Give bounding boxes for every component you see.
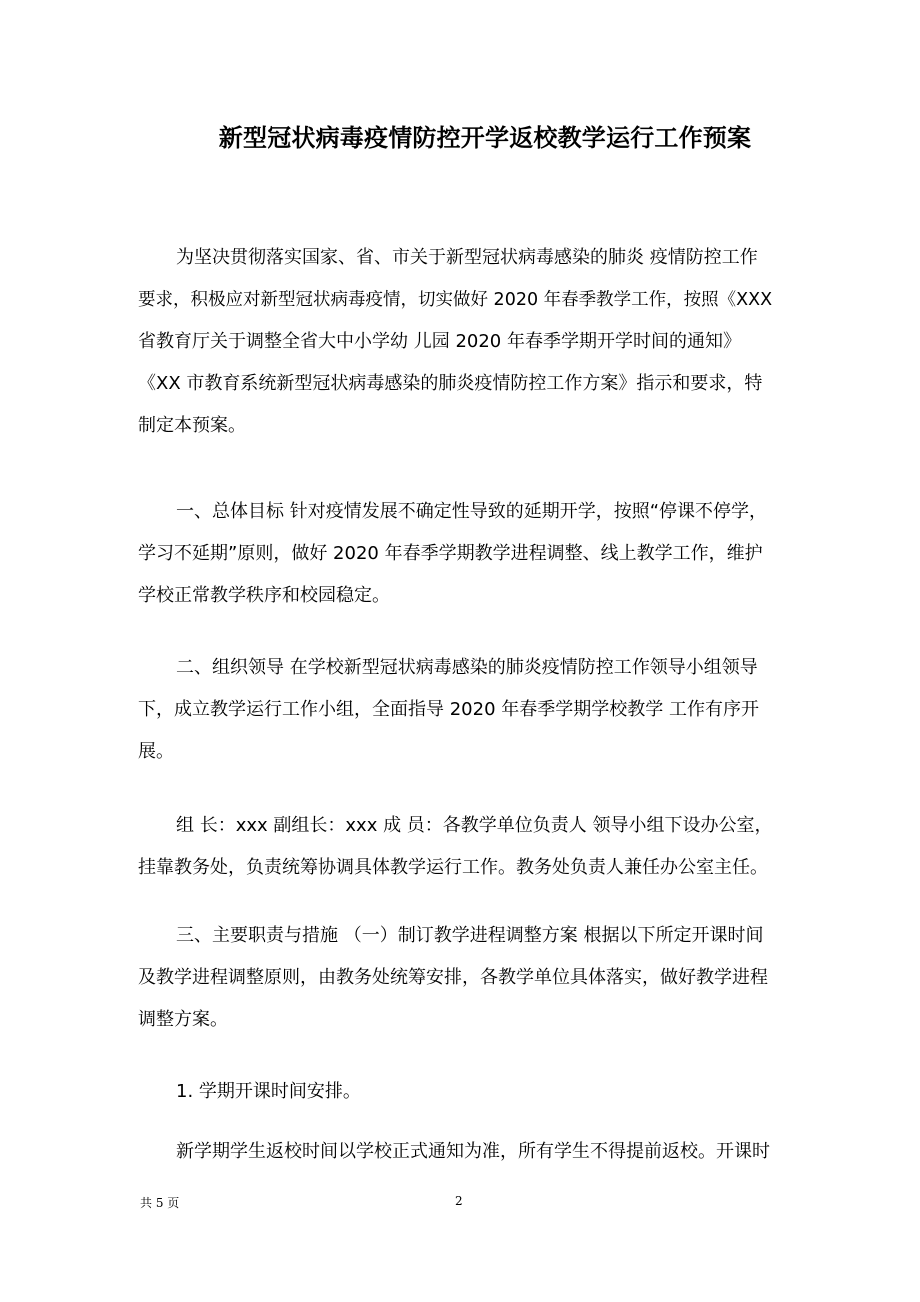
text-line: 一、总体目标 针对疫情发展不确定性导致的延期开学，按照“停课不停学， [176, 501, 768, 522]
text-line: 学校正常教学秩序和校园稳定。 [138, 585, 390, 606]
text-line: 新学期学生返校时间以学校正式通知为准，所有学生不得提前返校。开课时 [176, 1141, 770, 1162]
text-line: 展。 [138, 741, 174, 762]
text-line: 下，成立教学运行工作小组，全面指导 2020 年春季学期学校教学 工作有序开 [138, 699, 759, 720]
text-line: 调整方案。 [138, 1009, 228, 1030]
text-line: 挂靠教务处，负责统筹协调具体教学运行工作。教务处负责人兼任办公室主任。 [138, 857, 768, 878]
paragraph-organization [138, 647, 788, 773]
footer-page-number: 2 [455, 1194, 463, 1208]
paragraph-return-time [138, 1131, 788, 1173]
text-line: 制定本预案。 [138, 415, 246, 436]
paragraph-duties [138, 915, 788, 1041]
text-line: 学习不延期”原则，做好 2020 年春季学期教学进程调整、线上教学工作，维护 [138, 543, 763, 564]
text-line: 为坚决贯彻落实国家、省、市关于新型冠状病毒感染的肺炎 疫情防控工作 [176, 247, 758, 268]
text-line: 组 长：xxx 副组长：xxx 成 员：各教学单位负责人 领导小组下设办公室， [176, 815, 773, 836]
paragraph-overall-goal [138, 491, 788, 617]
text-line: 三、主要职责与措施 （一）制订教学进程调整方案 根据以下所定开课时间 [176, 925, 764, 946]
text-line: 《XX 市教育系统新型冠状病毒感染的肺炎疫情防控工作方案》指示和要求，特 [138, 373, 763, 394]
text-line: 及教学进程调整原则，由教务处统筹安排，各教学单位具体落实，做好教学进程 [138, 967, 768, 988]
text-line: 要求，积极应对新型冠状病毒疫情，切实做好 2020 年春季教学工作，按照《XXX [138, 290, 773, 310]
text-line: 1. 学期开课时间安排。 [176, 1081, 361, 1102]
footer-total-pages: 共 5 页 [140, 1196, 180, 1210]
text-line: 二、组织领导 在学校新型冠状病毒感染的肺炎疫情防控工作领导小组领导 [176, 657, 758, 678]
text-line: 省教育厅关于调整全省大中小学幼 儿园 2020 年春季学期开学时间的通知》 [138, 331, 741, 352]
paragraph-schedule-heading [138, 1071, 788, 1113]
paragraph-intro [138, 237, 788, 447]
document-title: 新型冠状病毒疫情防控开学返校教学运行工作预案 [218, 124, 752, 152]
paragraph-members [138, 805, 788, 889]
